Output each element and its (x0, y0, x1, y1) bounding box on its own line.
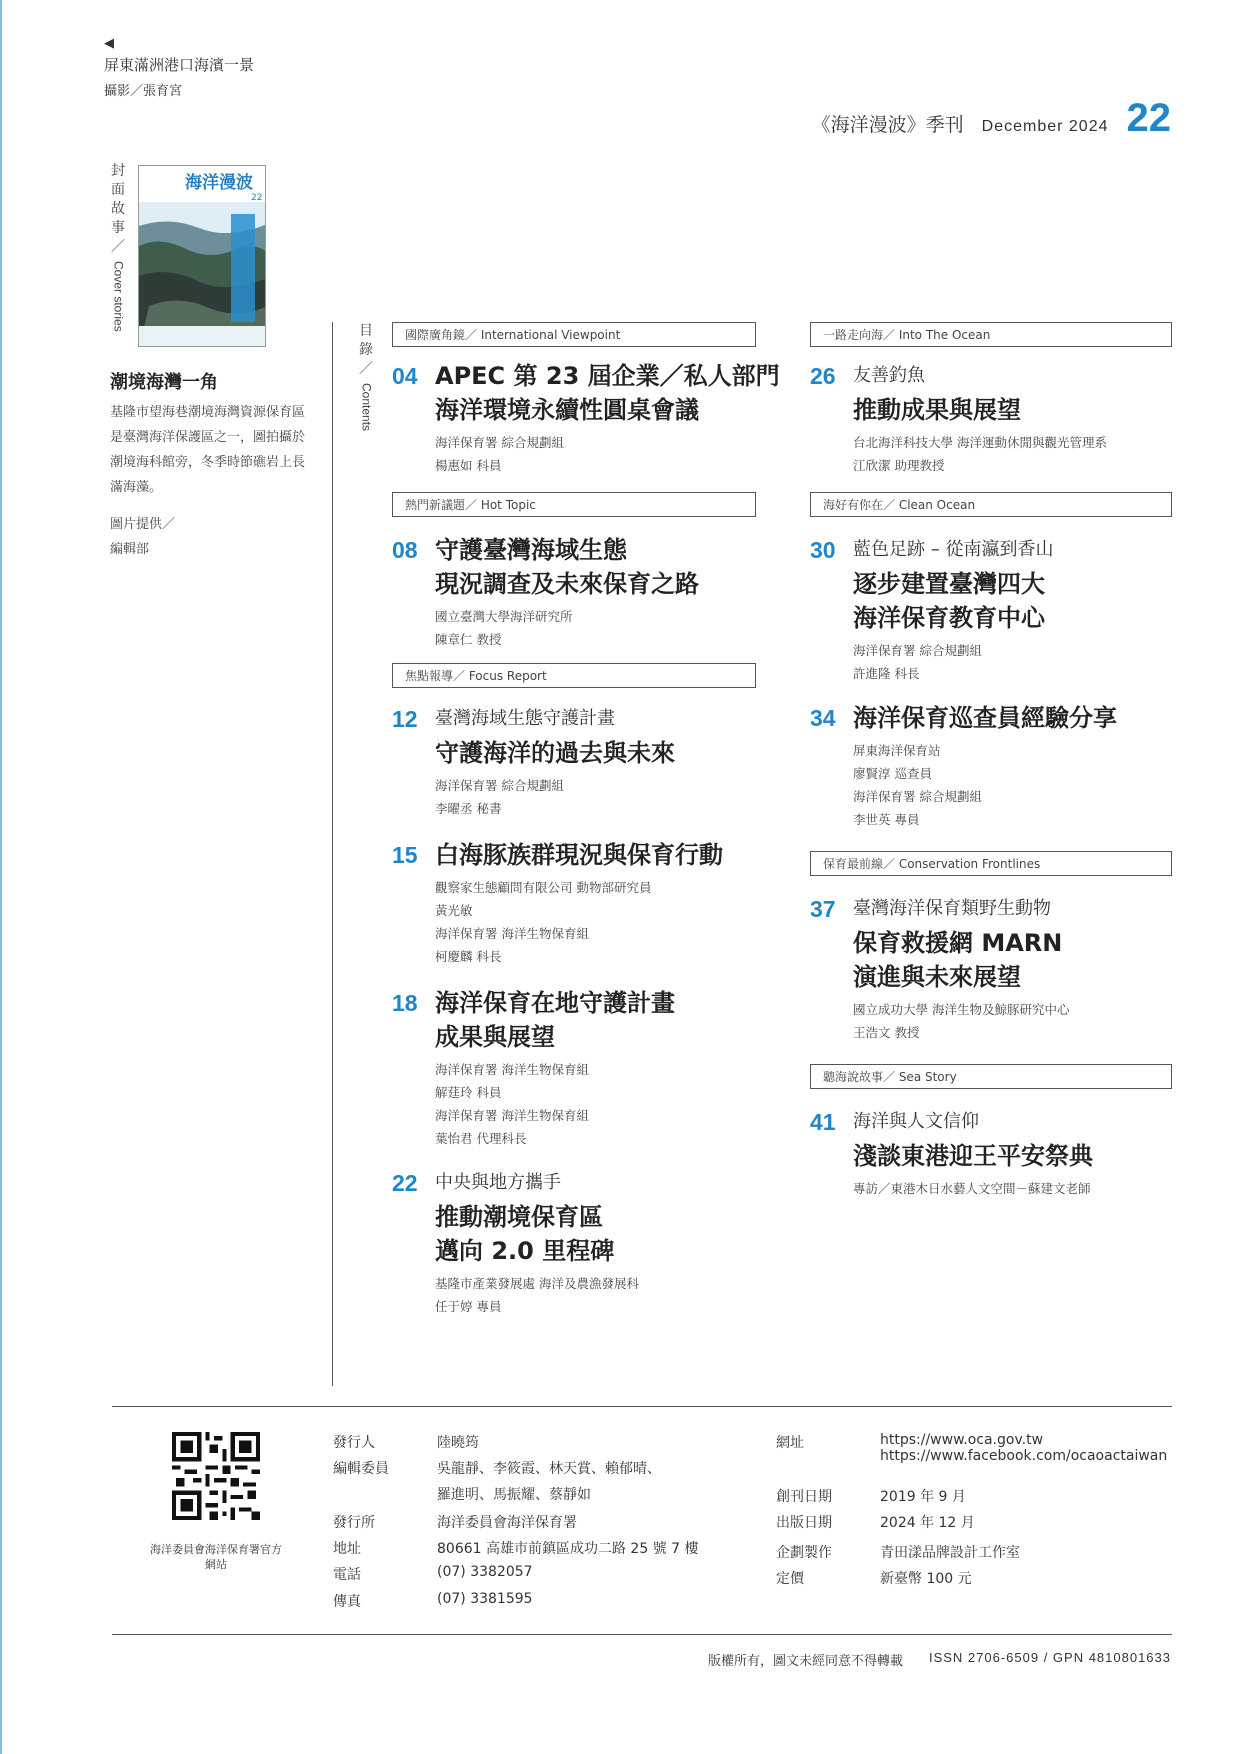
colophon-key-text: 出版日期 (776, 1515, 832, 1531)
entry-title: 守護海洋的過去與未來 (435, 739, 675, 767)
entry-author: 李曜丞 秘書 (435, 801, 502, 816)
entry-title: 白海豚族群現況與保育行動 (435, 841, 723, 869)
colophon-value: 青田漾品牌設計工作室 (880, 1545, 1020, 1561)
colophon-key-text: 發行所 (333, 1515, 375, 1531)
label-char: 面 (111, 182, 125, 198)
toc-entry-04[interactable] (392, 359, 780, 477)
caption-arrow: ◀ (104, 36, 114, 51)
entry-author-org: 海洋保育署 綜合規劃組 (435, 778, 564, 793)
entry-author: 廖賢淳 巡查員 (853, 766, 932, 781)
entry-author: 柯慶麟 科長 (435, 949, 502, 964)
colophon-row (776, 1486, 966, 1506)
colophon-key-text: 網址 (776, 1435, 804, 1451)
entry-author-org: 海洋保育署 綜合規劃組 (853, 643, 982, 658)
toc-entry-41[interactable] (810, 1105, 1172, 1200)
toc-entry-37[interactable] (810, 892, 1172, 1044)
colophon-key (333, 1564, 423, 1584)
entry-kicker: 海洋與人文信仰 (853, 1111, 979, 1132)
colophon-key (776, 1568, 866, 1588)
facebook-link[interactable]: https://www.facebook.com/ocaoactaiwan (880, 1448, 1168, 1464)
toc-entry-22[interactable] (392, 1166, 756, 1318)
label-char: 故 (111, 201, 125, 217)
entry-author: 陳章仁 教授 (435, 632, 502, 647)
colophon-key (333, 1458, 423, 1504)
entry-page: 22 (392, 1170, 418, 1196)
entry-title: 推動潮境保育區 (435, 1203, 603, 1231)
horizontal-rule-top (112, 1406, 1172, 1407)
entry-title: 海洋保育巡查員經驗分享 (853, 704, 1117, 732)
entry-page: 37 (810, 896, 836, 922)
colophon-row (333, 1591, 533, 1611)
vertical-divider (332, 322, 333, 1386)
colophon-value: (07) 3382057 (437, 1564, 533, 1580)
toc-entry-08[interactable] (392, 533, 756, 651)
colophon-key-text: 地址 (333, 1541, 361, 1557)
magazine-name: 《海洋漫波》季刊 (811, 114, 964, 136)
cover-story-title: 潮境海灣一角 (110, 372, 218, 393)
colophon-key-text: 定價 (776, 1571, 804, 1587)
colophon-key (333, 1432, 423, 1452)
colophon-key (333, 1512, 423, 1532)
colophon-value (437, 1458, 661, 1504)
contents-label (356, 322, 376, 437)
website-link[interactable]: https://www.oca.gov.tw (880, 1432, 1044, 1448)
colophon-value-line: 吳龍靜、李筱霞、林天賞、賴郁晴、 (437, 1461, 661, 1477)
entry-page: 04 (392, 363, 418, 389)
toc-entry-18[interactable] (392, 986, 756, 1150)
entry-author-org: 觀察家生態顧問有限公司 動物部研究員 (435, 880, 652, 895)
colophon-key (776, 1542, 866, 1562)
colophon-value: 新臺幣 100 元 (880, 1571, 972, 1587)
colophon-row (333, 1432, 479, 1452)
label-char: ／ (359, 361, 373, 377)
contents-en: Contents (359, 383, 374, 432)
toc-entry-34[interactable] (810, 701, 1172, 831)
cover-stories-en: Cover stories (111, 261, 126, 332)
entry-title: 海洋保育在地守護計畫 (435, 989, 675, 1017)
section-header-focus-report: 焦點報導／ Focus Report (392, 663, 756, 688)
entry-page: 12 (392, 706, 418, 732)
entry-author: 李世英 專員 (853, 812, 920, 827)
toc-entry-30[interactable] (810, 533, 1172, 685)
entry-kicker: 藍色足跡 – 從南瀛到香山 (853, 539, 1054, 560)
photo-caption: 屏東滿洲港口海濱一景 (104, 56, 255, 74)
credit-value: 編輯部 (110, 542, 150, 557)
entry-author: 任于婷 專員 (435, 1299, 502, 1314)
entry-page: 30 (810, 537, 836, 563)
colophon-key-text: 傳真 (333, 1594, 361, 1610)
entry-title: 邁向 2.0 里程碑 (435, 1237, 615, 1265)
colophon-key-text: 發行人 (333, 1435, 375, 1451)
entry-author-org: 海洋保育署 海洋生物保育組 (435, 1062, 589, 1077)
entry-page: 34 (810, 705, 836, 731)
entry-title: 逐步建置臺灣四大 (853, 570, 1045, 598)
colophon-key-text: 編輯委員 (333, 1461, 389, 1477)
colophon-row (776, 1542, 1020, 1562)
entry-title: 海洋保育教育中心 (853, 604, 1045, 632)
entry-title: 海洋環境永續性圓桌會議 (435, 396, 699, 424)
toc-entry-12[interactable] (392, 702, 756, 820)
entry-title: 淺談東港迎王平安祭典 (853, 1142, 1093, 1170)
colophon-value: 陸曉筠 (437, 1435, 479, 1451)
entry-author-org: 海洋保育署 海洋生物保育組 (435, 1108, 589, 1123)
entry-author: 葉怡君 代理科長 (435, 1131, 527, 1146)
entry-author: 王浩文 教授 (853, 1025, 920, 1040)
qr-code-graphic (172, 1432, 260, 1520)
entry-kicker: 臺灣海域生態守護計畫 (435, 708, 615, 729)
entry-author-org: 國立臺灣大學海洋研究所 (435, 609, 573, 624)
entry-title: 守護臺灣海域生態 (435, 536, 627, 564)
cover-issue-text: 22 (251, 193, 263, 203)
photo-credit: 攝影／張育宮 (104, 84, 183, 99)
colophon-row (333, 1512, 577, 1532)
toc-column-right (810, 322, 1172, 1200)
entry-author-org: 屏東海洋保育站 (853, 743, 941, 758)
page-edge-accent (0, 0, 2, 1754)
colophon-row (333, 1564, 533, 1584)
entry-author: 解莛玲 科員 (435, 1085, 502, 1100)
entry-page: 08 (392, 537, 418, 563)
entry-title: 推動成果與展望 (853, 396, 1021, 424)
colophon-row (776, 1432, 1167, 1464)
entry-page: 41 (810, 1109, 836, 1135)
entry-page: 18 (392, 990, 418, 1016)
cover-stories-label (108, 162, 128, 338)
colophon-value: 2024 年 12 月 (880, 1515, 975, 1531)
colophon-key (333, 1591, 423, 1611)
entry-author: 江欣潔 助理教授 (853, 458, 945, 473)
label-char: 錄 (359, 342, 373, 358)
cover-thumbnail-art (139, 166, 266, 347)
entry-author: 專訪／東港木日水藝人文空間－蘇建文老師 (853, 1181, 1091, 1196)
entry-title: APEC 第 23 屆企業／私人部門 (435, 362, 780, 390)
entry-author-org: 海洋保育署 綜合規劃組 (435, 435, 564, 450)
colophon-row (776, 1568, 972, 1588)
entry-kicker: 中央與地方攜手 (435, 1172, 561, 1193)
cover-image-credit (110, 512, 175, 562)
colophon-row (333, 1458, 661, 1504)
entry-author-org: 海洋保育署 海洋生物保育組 (435, 926, 589, 941)
colophon-key-text: 企劃製作 (776, 1545, 832, 1561)
colophon-key (776, 1432, 866, 1464)
entry-title: 成果與展望 (435, 1023, 555, 1051)
entry-kicker: 臺灣海洋保育類野生動物 (853, 898, 1051, 919)
copyright-notice: 版權所有，圖文未經同意不得轉載 (707, 1654, 903, 1669)
credit-label: 圖片提供／ (110, 517, 176, 532)
page-header (812, 96, 1171, 141)
entry-title: 現況調查及未來保育之路 (435, 570, 699, 598)
section-header-clean-ocean: 海好有你在／ Clean Ocean (810, 492, 1172, 517)
colophon-value: 80661 高雄市前鎮區成功二路 25 號 7 樓 (437, 1541, 699, 1557)
horizontal-rule-bottom (112, 1634, 1172, 1635)
colophon-value: 2019 年 9 月 (880, 1489, 966, 1505)
colophon-value: (07) 3381595 (437, 1591, 533, 1607)
entry-author: 楊惠如 科員 (435, 458, 502, 473)
section-header-into-the-ocean: 一路走向海／ Into The Ocean (810, 322, 1172, 347)
qr-code-label: 海洋委員會海洋保育署官方網站 (150, 1543, 282, 1571)
cover-story-description: 基隆市望海巷潮境海灣資源保育區是臺灣海洋保護區之一，圖拍攝於潮境海科館旁，冬季時節礁岩上長滿海藻。 (110, 405, 306, 495)
entry-author-org: 基隆市產業發展處 海洋及農漁發展科 (435, 1276, 639, 1291)
label-char: 目 (359, 323, 373, 339)
qr-code-icon[interactable] (172, 1432, 260, 1520)
toc-entry-26[interactable] (810, 359, 1172, 477)
entry-page: 15 (392, 842, 418, 868)
label-char: 事 (111, 220, 125, 236)
entry-page: 26 (810, 363, 836, 389)
toc-entry-15[interactable] (392, 838, 756, 968)
colophon-row (776, 1512, 975, 1532)
colophon-key (776, 1512, 866, 1532)
colophon-key-text: 電話 (333, 1567, 361, 1583)
entry-author: 黃光敏 (435, 903, 473, 918)
colophon-key (776, 1486, 866, 1506)
colophon-key-text: 創刊日期 (776, 1489, 832, 1505)
entry-title: 演進與未來展望 (853, 963, 1021, 991)
section-header-hot-topic: 熱門新議題／ Hot Topic (392, 492, 756, 517)
section-header-conservation-frontlines: 保育最前線／ Conservation Frontlines (810, 851, 1172, 876)
issn-gpn: ISSN 2706-6509 / GPN 4810801633 (928, 1650, 1171, 1665)
label-char: ／ (111, 239, 125, 255)
colophon-value-line: 羅進明、馬振耀、蔡靜如 (437, 1487, 591, 1503)
colophon-value: 海洋委員會海洋保育署 (437, 1515, 577, 1531)
entry-author-org: 台北海洋科技大學 海洋運動休閒與觀光管理系 (853, 435, 1107, 450)
entry-kicker: 友善釣魚 (853, 365, 925, 386)
colophon-row (333, 1538, 699, 1558)
cover-thumbnail (138, 165, 266, 347)
entry-author-org: 海洋保育署 綜合規劃組 (853, 789, 982, 804)
label-char: 封 (111, 163, 125, 179)
toc-column-left (392, 322, 780, 1318)
entry-title: 保育救援網 MARN (853, 929, 1063, 957)
page-footer (708, 1650, 1171, 1669)
section-header-sea-story: 聽海說故事／ Sea Story (810, 1064, 1172, 1089)
cover-mast-text: 海洋漫波 (185, 173, 253, 193)
entry-author: 許進隆 科長 (853, 666, 920, 681)
section-header-international: 國際廣角鏡／ International Viewpoint (392, 322, 756, 347)
colophon-key (333, 1538, 423, 1558)
issue-date: December 2024 (981, 118, 1109, 135)
page-number: 22 (1126, 96, 1171, 140)
entry-author-org: 國立成功大學 海洋生物及鯨豚研究中心 (853, 1002, 1070, 1017)
colophon-value (880, 1432, 1167, 1464)
